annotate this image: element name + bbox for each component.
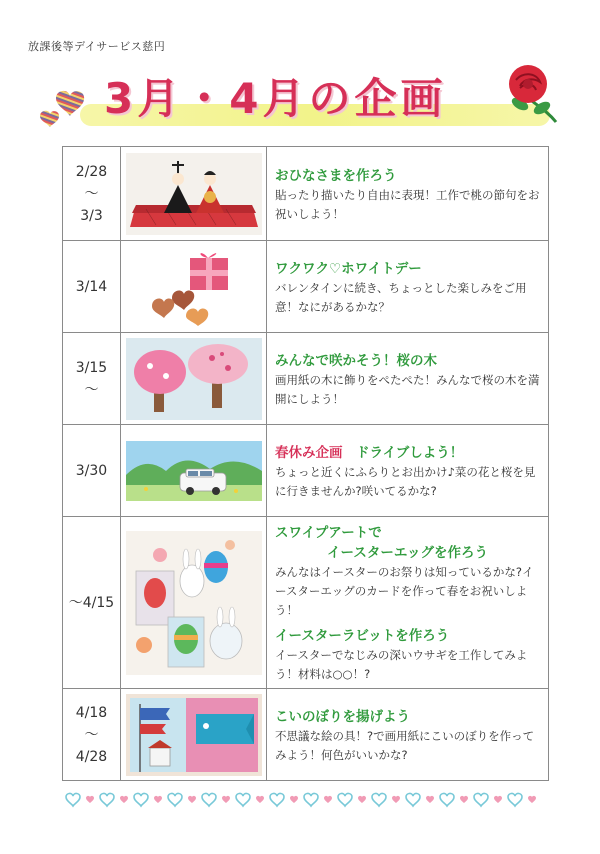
footer-heart-icon — [222, 796, 230, 803]
footer-heart-icon — [372, 793, 386, 806]
date-line: ～ — [84, 726, 99, 743]
event-title: イースターラビットを作ろう — [275, 628, 450, 644]
date-cell — [63, 333, 121, 425]
event-text: 不思議な絵の具！?で画用紙にこいのぼりを作ってみよう！何色がいいかな? — [275, 728, 535, 762]
organization-name: 放課後等デイサービス慈円 — [28, 40, 166, 53]
white-day-gifts-image — [126, 246, 262, 328]
date-line: 3/14 — [75, 278, 108, 295]
description-cell — [267, 241, 549, 333]
footer-heart-icon — [86, 796, 94, 803]
date-line: ～ — [84, 381, 99, 398]
footer-heart-border — [60, 792, 540, 808]
table-row — [63, 425, 549, 517]
date-cell — [63, 517, 121, 689]
event-title-prefix: 春休み企画 — [275, 444, 343, 461]
footer-heart-icon — [270, 793, 284, 806]
picture-cell — [121, 425, 267, 517]
description-cell — [267, 689, 549, 781]
event-text: ちょっと近くにふらりとお出かけ♪菜の花と桜を見に行きませんか?咲いてるかな? — [275, 464, 536, 498]
footer-heart-icon — [304, 793, 318, 806]
easter-crafts-image — [126, 531, 262, 675]
page-title: 3月・4月の企画 — [104, 74, 447, 123]
footer-heart-icon — [440, 793, 454, 806]
date-cell — [63, 689, 121, 781]
footer-heart-icon — [154, 796, 162, 803]
footer-heart-icon — [474, 793, 488, 806]
footer-heart-icon — [508, 793, 522, 806]
footer-heart-icon — [358, 796, 366, 803]
picture-cell — [121, 147, 267, 241]
event-title — [275, 443, 540, 463]
schedule-table — [62, 146, 549, 781]
footer-heart-icon — [168, 793, 182, 806]
footer-heart-icon — [426, 796, 434, 803]
footer-heart-icon — [338, 793, 352, 806]
date-cell — [63, 241, 121, 333]
table-row — [63, 689, 549, 781]
date-line: ～ — [84, 185, 99, 202]
date-line: 3/3 — [80, 207, 103, 224]
footer-heart-icon — [290, 796, 298, 803]
event-title-main: ドライブしよう！ — [356, 444, 464, 461]
table-row — [63, 333, 549, 425]
description-cell — [267, 517, 549, 689]
description-cell — [267, 147, 549, 241]
picture-cell — [121, 517, 267, 689]
date-line: 4/18 — [75, 704, 108, 721]
description-cell — [267, 425, 549, 517]
date-line: ～4/15 — [68, 594, 115, 611]
footer-heart-icon — [202, 793, 216, 806]
footer-heart-icon — [494, 796, 502, 803]
event-title: おひなさまを作ろう — [275, 167, 397, 184]
footer-heart-icon — [406, 793, 420, 806]
date-cell — [63, 147, 121, 241]
footer-heart-icon — [66, 793, 80, 806]
event-title: イースターエッグを作ろう — [327, 545, 489, 561]
footer-heart-icon — [256, 796, 264, 803]
date-cell — [63, 425, 121, 517]
date-line: 4/28 — [75, 748, 108, 765]
footer-heart-icon — [188, 796, 196, 803]
picture-cell — [121, 333, 267, 425]
event-text: 画用紙の木に飾りをぺたぺた！みんなで桜の木を満開にしよう！ — [275, 372, 540, 406]
footer-heart-icon — [392, 796, 400, 803]
date-line: 2/28 — [75, 163, 108, 180]
event-title: スワイプアートで — [275, 525, 382, 541]
event-text: バレンタインに続き、ちょっとした楽しみをご用意！なにがあるかな？ — [275, 280, 527, 314]
event-text: みんなはイースターのお祭りは知っているかな?イースターエッグのカードを作って春をお祝いしよう！ — [275, 565, 534, 617]
drive-car-image — [126, 441, 262, 501]
footer-heart-icon — [460, 796, 468, 803]
picture-cell — [121, 689, 267, 781]
cherry-tree-image — [126, 338, 262, 420]
footer-heart-icon — [528, 796, 536, 803]
event-title: みんなで咲かそう！桜の木 — [275, 352, 437, 369]
date-line: 3/30 — [75, 462, 108, 479]
date-line: 3/15 — [75, 359, 108, 376]
event-title: ワクワク♡ホワイトデー — [275, 260, 422, 277]
event-text: 貼ったり描いたり自由に表現！工作で桃の節句をお祝いしよう！ — [275, 187, 540, 221]
footer-heart-icon — [120, 796, 128, 803]
event-text: イースターでなじみの深いウサギを工作してみよう！材料は○○！? — [275, 648, 528, 681]
footer-heart-icon — [100, 793, 114, 806]
koinobori-image — [126, 694, 262, 776]
picture-cell — [121, 241, 267, 333]
red-rose-icon — [498, 60, 560, 126]
footer-heart-icon — [324, 796, 332, 803]
table-row — [63, 241, 549, 333]
table-row — [63, 147, 549, 241]
footer-heart-icon — [236, 793, 250, 806]
hina-dolls-image — [126, 153, 262, 235]
table-row — [63, 517, 549, 689]
description-cell — [267, 333, 549, 425]
footer-heart-icon — [134, 793, 148, 806]
event-title: こいのぼりを揚げよう — [275, 708, 410, 725]
